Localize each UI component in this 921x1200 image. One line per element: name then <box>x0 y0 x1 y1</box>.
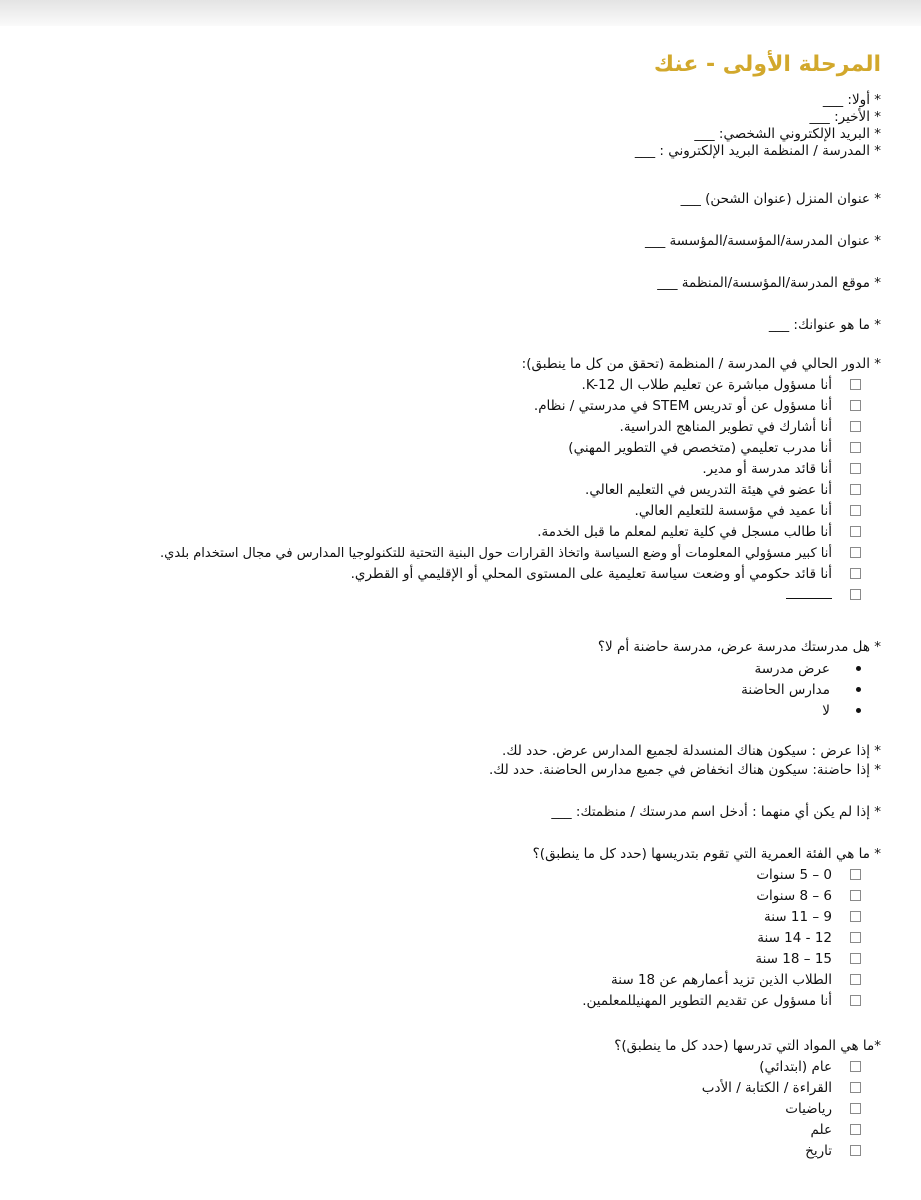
checkbox[interactable] <box>850 1061 861 1072</box>
age-option[interactable]: 12 - 14 سنة <box>757 929 861 948</box>
checkbox[interactable] <box>850 526 861 537</box>
bullet-icon <box>856 687 861 692</box>
checkbox[interactable] <box>850 463 861 474</box>
checkbox[interactable] <box>850 505 861 516</box>
school-type-option[interactable]: مدارس الحاضنة <box>741 681 861 700</box>
checkbox[interactable] <box>850 1124 861 1135</box>
checkbox[interactable] <box>850 911 861 922</box>
role-option[interactable]: أنا مسؤول عن أو تدريس STEM في مدرستي / نظام. <box>534 397 861 416</box>
checkbox[interactable] <box>850 1103 861 1114</box>
age-option[interactable]: 15 – 18 سنة <box>755 950 861 969</box>
subject-option[interactable]: تاريخ <box>805 1142 861 1161</box>
school-type-option[interactable]: لا <box>822 702 861 721</box>
checkbox[interactable] <box>850 484 861 495</box>
subject-option[interactable]: رياضيات <box>785 1100 861 1119</box>
age-option[interactable]: 0 – 5 سنوات <box>756 866 861 885</box>
school-email-field[interactable]: * المدرسة / المنظمة البريد الإلكتروني : ___ <box>634 143 881 159</box>
subject-option[interactable]: القراءة / الكتابة / الأدب <box>702 1079 861 1098</box>
bullet-icon <box>856 708 861 713</box>
role-option-other[interactable] <box>786 586 861 605</box>
school-type-option[interactable]: عرض مدرسة <box>754 660 861 679</box>
school-name-field[interactable]: * إذا لم يكن أي منهما : أدخل اسم مدرستك / منظمتك: ___ <box>551 804 881 820</box>
checkbox[interactable] <box>850 442 861 453</box>
checkbox[interactable] <box>850 1145 861 1156</box>
checkbox[interactable] <box>850 974 861 985</box>
your-address-field[interactable]: * ما هو عنوانك: ___ <box>768 317 881 333</box>
bullet-icon <box>856 666 861 671</box>
role-option[interactable]: أنا كبير مسؤولي المعلومات أو وضع السياسة واتخاذ القرارات حول البنية التحتية للتكنولوجيا المدارس في مجال استخدام بلدي. <box>160 544 861 563</box>
checkbox[interactable] <box>850 589 861 600</box>
home-address-field[interactable]: * عنوان المنزل (عنوان الشحن) ___ <box>680 191 881 207</box>
role-question: * الدور الحالي في المدرسة / المنظمة (تحقق من كل ما ينطبق): <box>521 356 881 372</box>
role-option[interactable]: أنا أشارك في تطوير المناهج الدراسية. <box>620 418 861 437</box>
age-group-question: * ما هي الفئة العمرية التي تقوم بتدريسها (حدد كل ما ينطبق)؟ <box>532 846 881 862</box>
window-top-shade <box>0 0 921 26</box>
demo-note: * إذا عرض : سيكون هناك المنسدلة لجميع المدارس عرض. حدد لك. <box>502 743 881 759</box>
subject-option[interactable]: عام (ابتدائي) <box>759 1058 861 1077</box>
school-address-field[interactable]: * عنوان المدرسة/المؤسسة/المؤسسة ___ <box>644 233 881 249</box>
checkbox[interactable] <box>850 568 861 579</box>
checkbox[interactable] <box>850 995 861 1006</box>
personal-email-field[interactable]: * البريد الإلكتروني الشخصي: ___ <box>694 126 881 142</box>
age-option[interactable]: الطلاب الذين تزيد أعمارهم عن 18 سنة <box>611 971 861 990</box>
role-option[interactable]: أنا عضو في هيئة التدريس في التعليم العالي. <box>585 481 861 500</box>
subjects-question: *ما هي المواد التي تدرسها (حدد كل ما ينطبق)؟ <box>614 1038 881 1054</box>
checkbox[interactable] <box>850 932 861 943</box>
role-option[interactable]: أنا مدرب تعليمي (متخصص في التطوير المهني) <box>568 439 861 458</box>
school-type-question: * هل مدرستك مدرسة عرض، مدرسة حاضنة أم لا؟ <box>597 639 881 655</box>
checkbox[interactable] <box>850 421 861 432</box>
age-option[interactable]: 9 – 11 سنة <box>764 908 861 927</box>
role-option[interactable]: أنا مسؤول مباشرة عن تعليم طلاب ال K-12. <box>582 376 861 395</box>
page-title: المرحلة الأولى - عنك <box>653 52 881 77</box>
checkbox[interactable] <box>850 379 861 390</box>
age-option[interactable]: أنا مسؤول عن تقديم التطوير المهنيللمعلمين. <box>582 992 861 1011</box>
incubator-note: * إذا حاضنة: سيكون هناك انخفاض في جميع مدارس الحاضنة. حدد لك. <box>488 762 881 778</box>
last-name-field[interactable]: * الأخير: ___ <box>809 109 881 125</box>
role-option[interactable]: أنا عميد في مؤسسة للتعليم العالي. <box>635 502 861 521</box>
checkbox[interactable] <box>850 869 861 880</box>
role-option[interactable]: أنا طالب مسجل في كلية تعليم لمعلم ما قبل الخدمة. <box>537 523 861 542</box>
school-location-field[interactable]: * موقع المدرسة/المؤسسة/المنظمة ___ <box>657 275 881 291</box>
other-input[interactable] <box>786 586 832 599</box>
role-option[interactable]: أنا قائد حكومي أو وضعت سياسة تعليمية على المستوى المحلي أو الإقليمي أو القطري. <box>351 565 861 584</box>
first-name-field[interactable]: * أولا: ___ <box>822 92 881 108</box>
role-option[interactable]: أنا قائد مدرسة أو مدير. <box>702 460 861 479</box>
checkbox[interactable] <box>850 953 861 964</box>
checkbox[interactable] <box>850 400 861 411</box>
checkbox[interactable] <box>850 890 861 901</box>
checkbox[interactable] <box>850 1082 861 1093</box>
subject-option[interactable]: علم <box>810 1121 861 1140</box>
checkbox[interactable] <box>850 547 861 558</box>
age-option[interactable]: 6 – 8 سنوات <box>756 887 861 906</box>
